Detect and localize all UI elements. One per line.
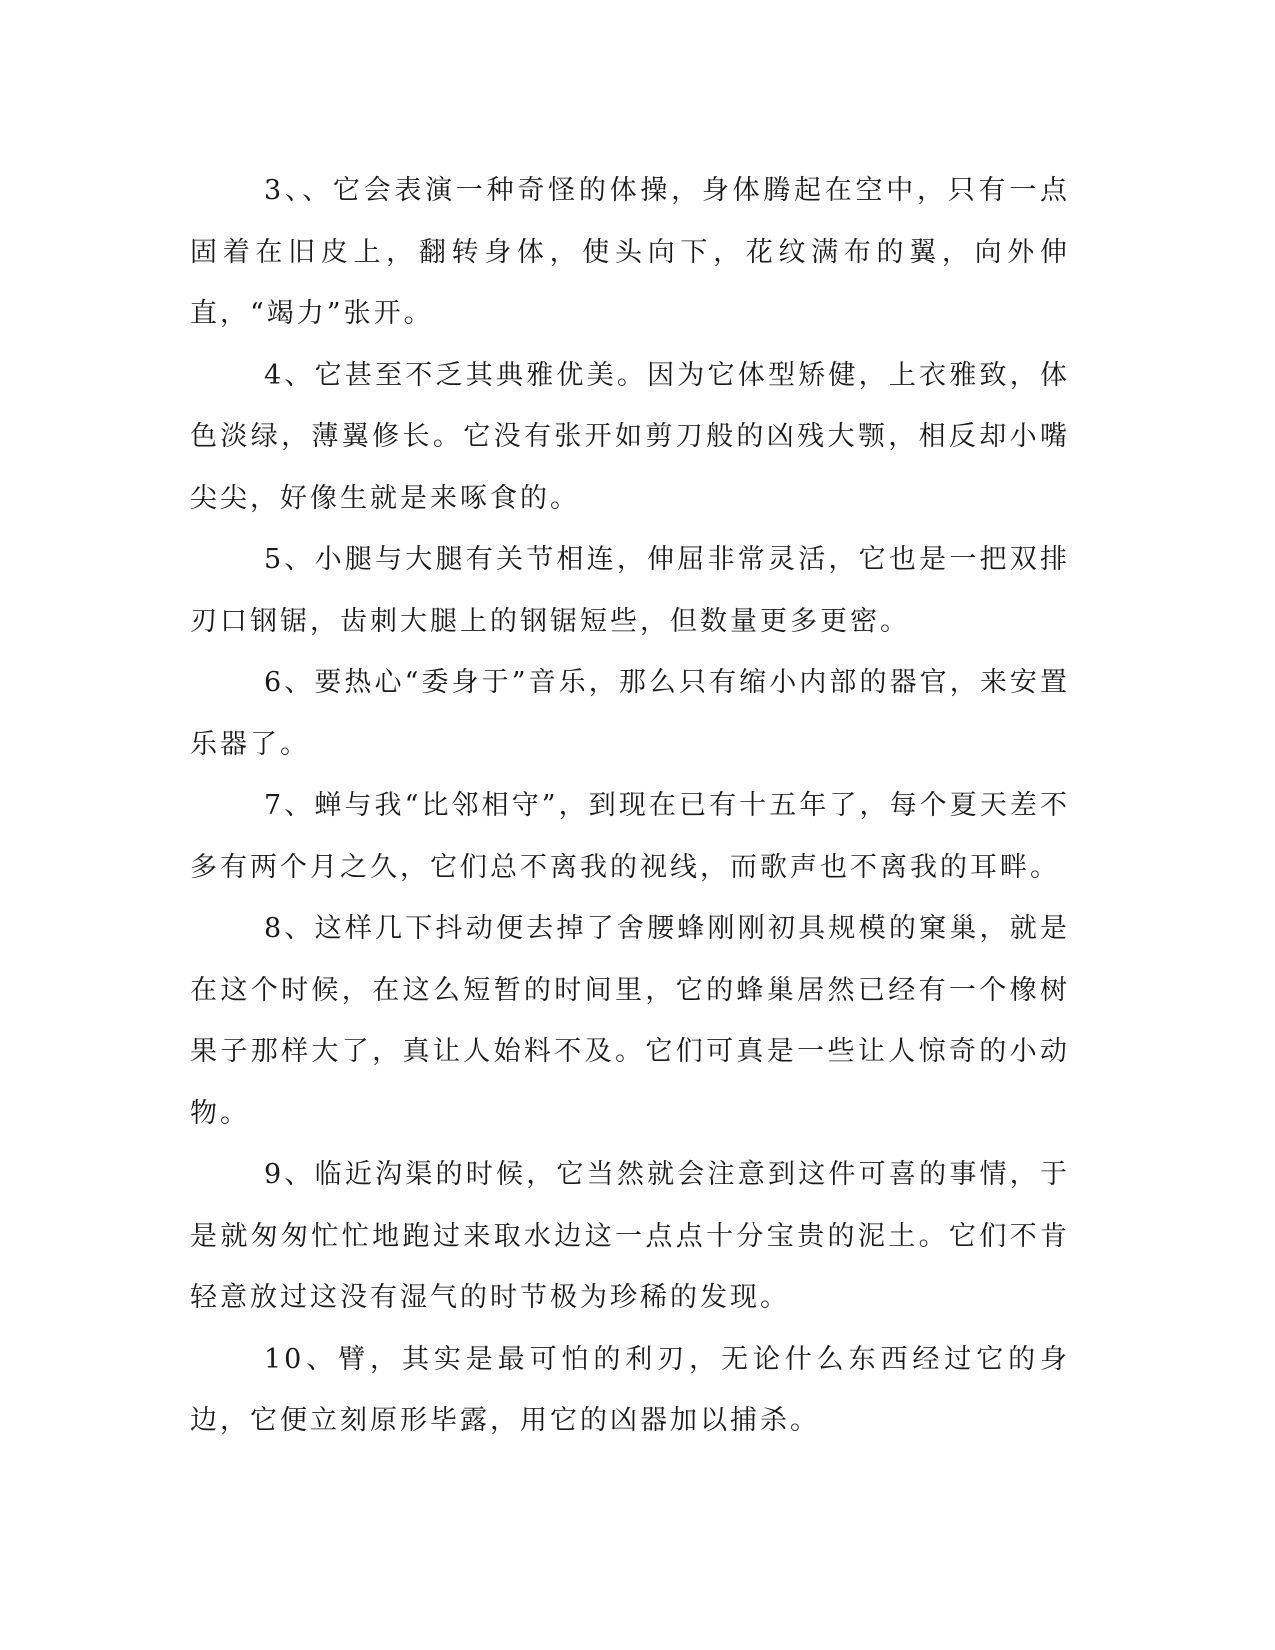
paragraph-9: 9、临近沟渠的时候，它当然就会注意到这件可喜的事情，于是就匆匆忙忙地跑过来取水边这一点点十分宝贵的泥土。它们不肯轻意放过这没有湿气的时节极为珍稀的发现。 xyxy=(190,1159,1070,1313)
paragraph-4: 4、它甚至不乏其典雅优美。因为它体型矫健，上衣雅致，体色淡绿，薄翼修长。它没有张开如剪刀般的凶残大颚，相反却小嘴尖尖，好像生就是来啄食的。 xyxy=(190,359,1070,514)
paragraph-8: 8、这样几下抖动便去掉了舍腰蜂刚刚初具规模的窠巢，就是在这个时候，在这么短暂的时间里，它的蜂巢居然已经有一个橡树果子那样大了，真让人始料不及。它们可真是一些让人惊奇的小动物。 xyxy=(190,913,1070,1129)
paragraph-6: 6、要热心“委身于”音乐，那么只有缩小内部的器官，来安置乐器了。 xyxy=(190,667,1070,760)
document-body xyxy=(190,160,1070,1452)
paragraph-5: 5、小腿与大腿有关节相连，伸屈非常灵活，它也是一把双排刃口钢锯，齿刺大腿上的钢锯短些，但数量更多更密。 xyxy=(190,544,1070,637)
paragraph-3: 3、、它会表演一种奇怪的体操，身体腾起在空中，只有一点固着在旧皮上，翻转身体，使头向下，花纹满布的翼，向外伸直，“竭力”张开。 xyxy=(190,175,1070,329)
paragraph-7: 7、蝉与我“比邻相守”，到现在已有十五年了，每个夏天差不多有两个月之久，它们总不离我的视线，而歌声也不离我的耳畔。 xyxy=(190,790,1070,883)
paragraph-10: 10、臂，其实是最可怕的利刃，无论什么东西经过它的身边，它便立刻原形毕露，用它的凶器加以捕杀。 xyxy=(190,1343,1070,1436)
